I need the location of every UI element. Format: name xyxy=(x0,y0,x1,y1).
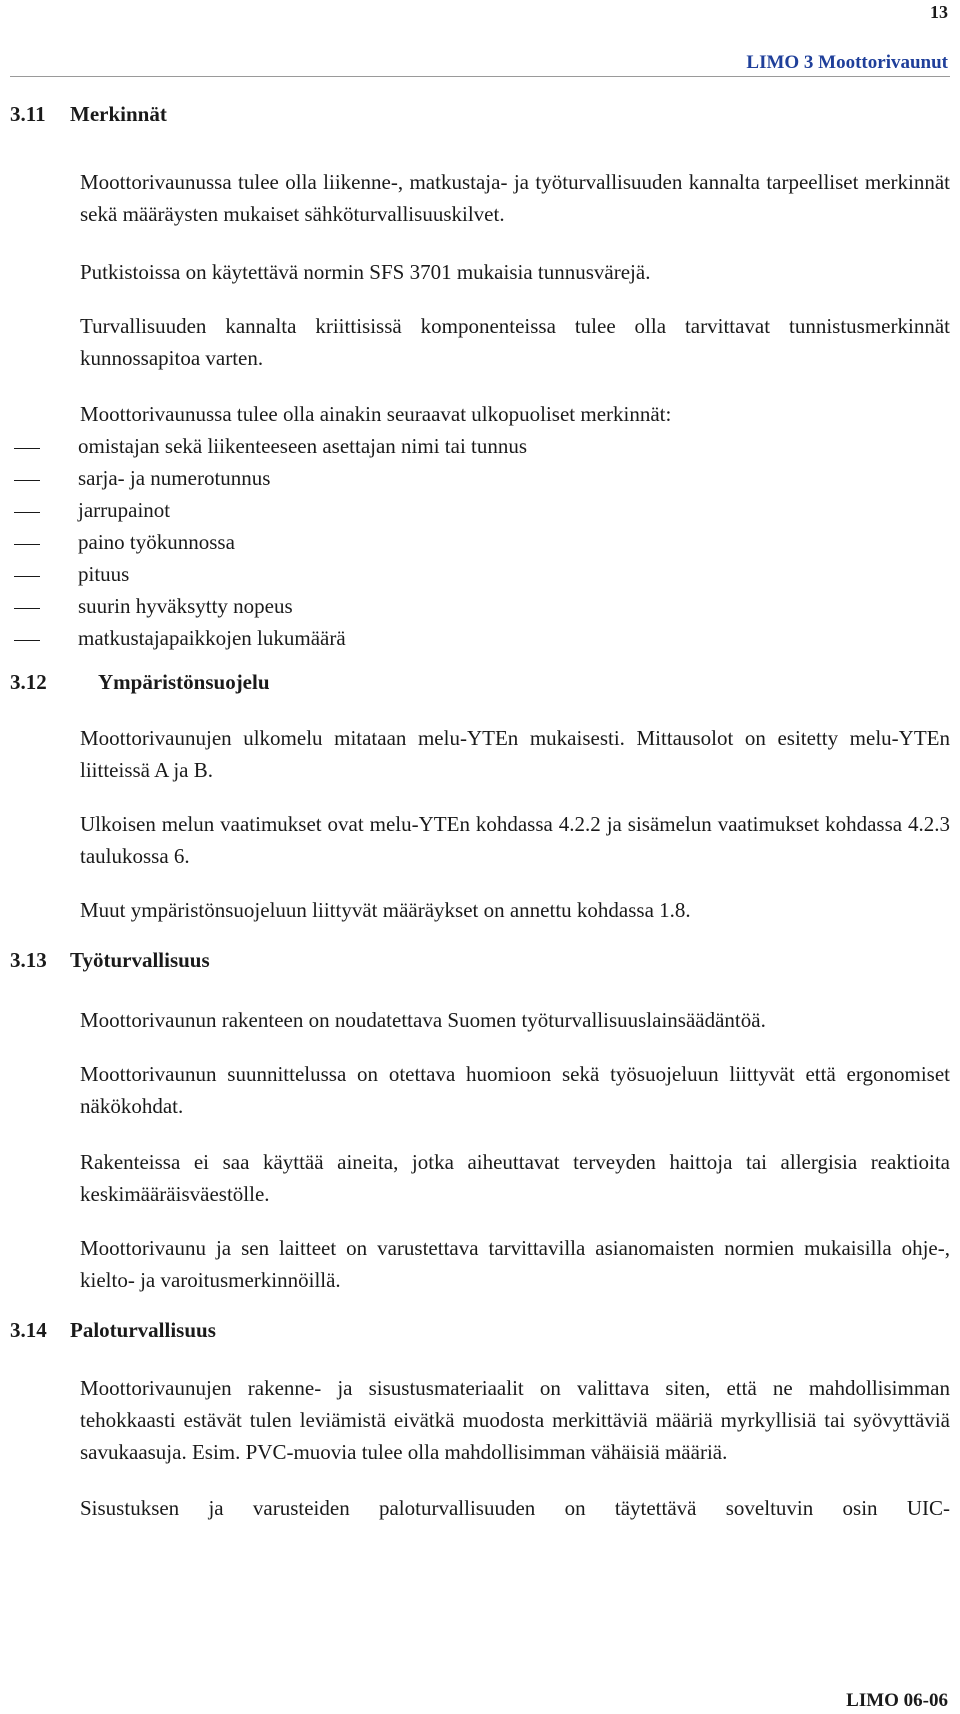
paragraph: Moottorivaunujen ulkomelu mitataan melu-YTEn mukaisesti. Mittausolot on esitetty melu-YTEn liitteissä A ja B. xyxy=(80,726,950,782)
section-heading xyxy=(10,666,950,698)
section-title: Paloturvallisuus xyxy=(70,1318,216,1342)
section-heading xyxy=(10,98,950,130)
section-3-12 xyxy=(10,666,950,926)
dash-bullet xyxy=(10,622,78,654)
list-item-text: matkustajapaikkojen lukumäärä xyxy=(78,626,346,650)
page-content xyxy=(10,98,950,1524)
section-3-11 xyxy=(10,98,950,654)
footer-code: LIMO 06-06 xyxy=(846,1690,948,1711)
page-number: 13 xyxy=(930,2,948,22)
paragraph: Putkistoissa on käytettävä normin SFS 3701 mukaisia tunnusvärejä. xyxy=(80,260,651,284)
list-item xyxy=(10,590,950,622)
document-title: LIMO 3 Moottorivaunut xyxy=(746,52,948,73)
section-number: 3.14 xyxy=(10,1318,47,1342)
dash-bullet xyxy=(10,590,78,622)
list-item-text: omistajan sekä liikenteeseen asettajan nimi tai tunnus xyxy=(78,434,528,458)
list-item xyxy=(10,494,950,526)
section-3-14 xyxy=(10,1314,950,1524)
section-number: 3.13 xyxy=(10,948,47,972)
section-title: Työturvallisuus xyxy=(70,948,210,972)
section-number: 3.11 xyxy=(10,102,46,126)
list-item-text: pituus xyxy=(78,562,130,586)
paragraph: Rakenteissa ei saa käyttää aineita, jotka aiheuttavat terveyden haittoja tai allergisia reaktioita keskimääräisväestölle. xyxy=(80,1150,950,1206)
paragraph: Ulkoisen melun vaatimukset ovat melu-YTEn kohdassa 4.2.2 ja sisämelun vaatimukset kohdassa 4.2.3 taulukossa 6. xyxy=(80,812,950,868)
paragraph: Turvallisuuden kannalta kriittisissä komponenteissa tulee olla tarvittavat tunnistusmerkinnät kunnossapitoa varten. xyxy=(80,314,950,370)
paragraph: Moottorivaunun suunnittelussa on otettava huomioon sekä työsuojeluun liittyvät että ergonomiset näkökohdat. xyxy=(80,1062,950,1118)
list-item xyxy=(10,430,950,462)
section-title: Ympäristönsuojelu xyxy=(98,670,270,694)
paragraph: Moottorivaunussa tulee olla liikenne-, matkustaja- ja työturvallisuuden kannalta tarpeelliset merkinnät sekä määräysten mukaiset sähköturvallisuuskilvet. xyxy=(80,170,950,226)
section-title: Merkinnät xyxy=(70,102,167,126)
dash-bullet xyxy=(10,494,78,526)
list-item-text: paino työkunnossa xyxy=(78,530,235,554)
list-item xyxy=(10,622,950,654)
dash-bullet xyxy=(10,526,78,558)
paragraph: Sisustuksen ja varusteiden paloturvallisuuden on täytettävä soveltuvin osin UIC- xyxy=(80,1496,950,1520)
list-item xyxy=(10,558,950,590)
section-number: 3.12 xyxy=(10,670,47,694)
marking-list xyxy=(10,430,950,654)
section-3-13 xyxy=(10,944,950,1296)
paragraph: Moottorivaunun rakenteen on noudatettava Suomen työturvallisuuslainsäädäntöä. xyxy=(80,1008,766,1032)
dash-bullet xyxy=(10,558,78,590)
paragraph: Moottorivaunu ja sen laitteet on varustettava tarvittavilla asianomaisten normien mukaisilla ohje-, kielto- ja varoitusmerkinnöillä. xyxy=(80,1236,950,1292)
list-item xyxy=(10,462,950,494)
list-item-text: suurin hyväksytty nopeus xyxy=(78,594,293,618)
paragraph: Moottorivaunussa tulee olla ainakin seuraavat ulkopuoliset merkinnät: xyxy=(80,402,672,426)
paragraph: Moottorivaunujen rakenne- ja sisustusmateriaalit on valittava siten, että ne mahdollisimman tehokkaasti estävät tulen leviämistä eivätkä muodosta merkittäviä määriä myrkyllisiä tai syövyttäviä savukaasuja. Esim. PVC-muovia tulee olla mahdollisimman vähäisiä määriä. xyxy=(80,1376,950,1464)
list-item-text: sarja- ja numerotunnus xyxy=(78,466,271,490)
header-divider xyxy=(10,76,950,77)
paragraph: Muut ympäristönsuojeluun liittyvät määräykset on annettu kohdassa 1.8. xyxy=(80,898,691,922)
section-heading xyxy=(10,1314,950,1346)
list-item xyxy=(10,526,950,558)
section-heading xyxy=(10,944,950,976)
dash-bullet xyxy=(10,430,78,462)
list-item-text: jarrupainot xyxy=(78,498,171,522)
dash-bullet xyxy=(10,462,78,494)
